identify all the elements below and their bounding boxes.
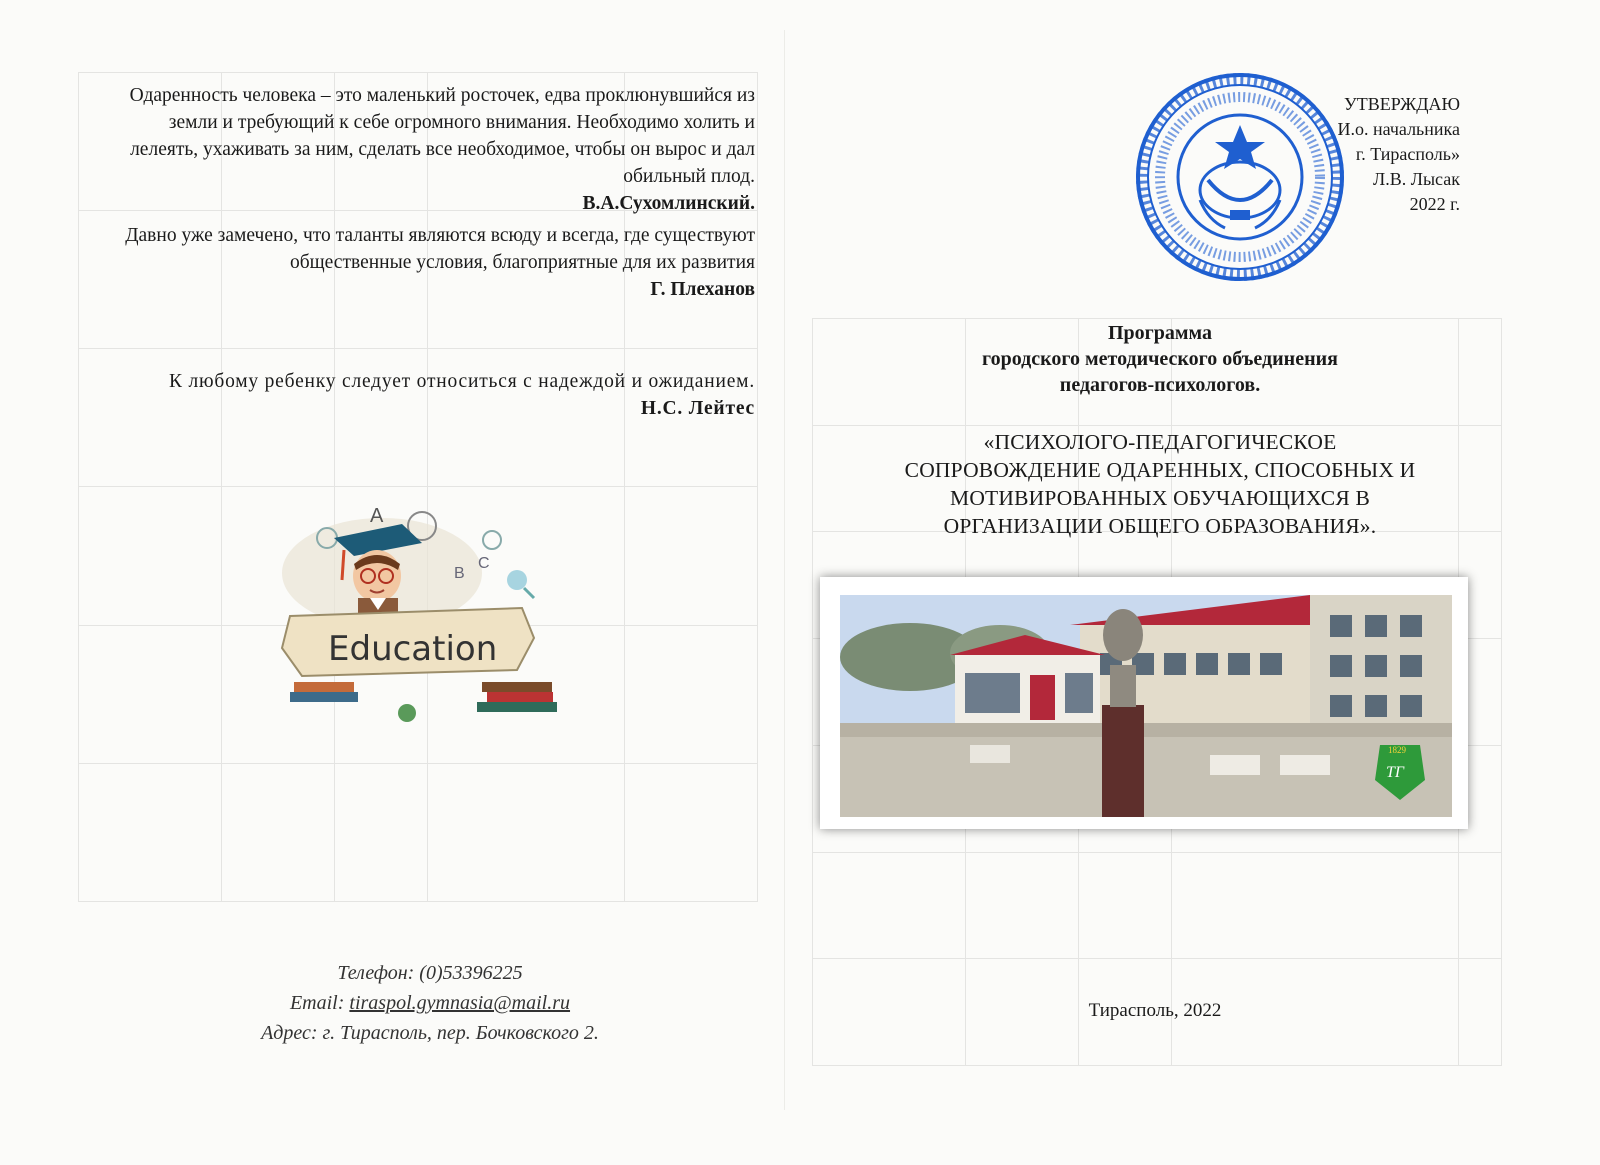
- program-heading: [880, 320, 1440, 398]
- email-label: Email:: [289, 992, 350, 1014]
- quote-text: Давно уже замечено, что таланты являются всюду и всегда, где существуют общественные условия, благоприятные для их развития: [125, 225, 755, 273]
- program-title: [835, 428, 1485, 540]
- phone-text: Телефон: (0)53396225: [337, 962, 523, 984]
- letter-a: A: [370, 505, 384, 527]
- quote-author: В.А.Сухомлинский.: [582, 193, 755, 214]
- banner-text: Education: [328, 629, 498, 669]
- address-text: Адрес: г. Тирасполь, пер. Бочковского 2.: [261, 1022, 599, 1044]
- quote-plekhanov: [115, 222, 755, 303]
- approval-block: [1300, 92, 1460, 217]
- approval-line: г. Тирасполь»: [1355, 144, 1460, 164]
- approval-date: 2022 г.: [1409, 194, 1460, 214]
- education-illustration: [272, 498, 602, 730]
- title-line: ОРГАНИЗАЦИИ ОБЩЕГО ОБРАЗОВАНИЯ».: [943, 514, 1377, 538]
- quote-text: Одаренность человека – это маленький росточек, едва проклюнувшийся из земли и требующий к себе огромного внимания. Необходимо холить и лелеять, ухаживать за ним, сделать все необходимое, чтобы он вырос и дал обильный плод.: [129, 85, 755, 187]
- city-year: Тирасполь, 2022: [1088, 1000, 1222, 1021]
- approval-line: Л.В. Лысак: [1373, 169, 1460, 189]
- emblem-letters: ТГ: [1386, 764, 1404, 781]
- quote-author: Н.С. Лейтес: [640, 398, 755, 419]
- contacts-block: [180, 958, 680, 1048]
- letter-b: B: [454, 565, 465, 582]
- program-line: Программа: [1108, 322, 1212, 344]
- quote-text: К любому ребенку следует относиться с надеждой и ожиданием.: [168, 371, 755, 392]
- title-line: СОПРОВОЖДЕНИЕ ОДАРЕННЫХ, СПОСОБНЫХ И: [904, 458, 1416, 482]
- letter-c: C: [478, 555, 490, 572]
- quote-author: Г. Плеханов: [650, 279, 755, 300]
- title-line: МОТИВИРОВАННЫХ ОБУЧАЮЩИХСЯ В: [950, 486, 1370, 510]
- fold-line: [784, 30, 785, 1110]
- approval-line: И.о. начальника: [1337, 119, 1460, 139]
- email-line: [180, 988, 680, 1018]
- quote-leites: [115, 368, 755, 422]
- email-link[interactable]: tiraspol.gymnasia@mail.ru: [349, 992, 571, 1014]
- title-line: «ПСИХОЛОГО-ПЕДАГОГИЧЕСКОЕ: [983, 430, 1337, 454]
- program-line: городского методического объединения: [982, 348, 1338, 370]
- emblem-year: 1829: [1388, 745, 1406, 755]
- school-photo: [840, 595, 1452, 817]
- approval-line: УТВЕРЖДАЮ: [1343, 94, 1460, 114]
- quote-sukhomlinsky: [115, 82, 755, 217]
- program-line: педагогов-психологов.: [1059, 374, 1261, 396]
